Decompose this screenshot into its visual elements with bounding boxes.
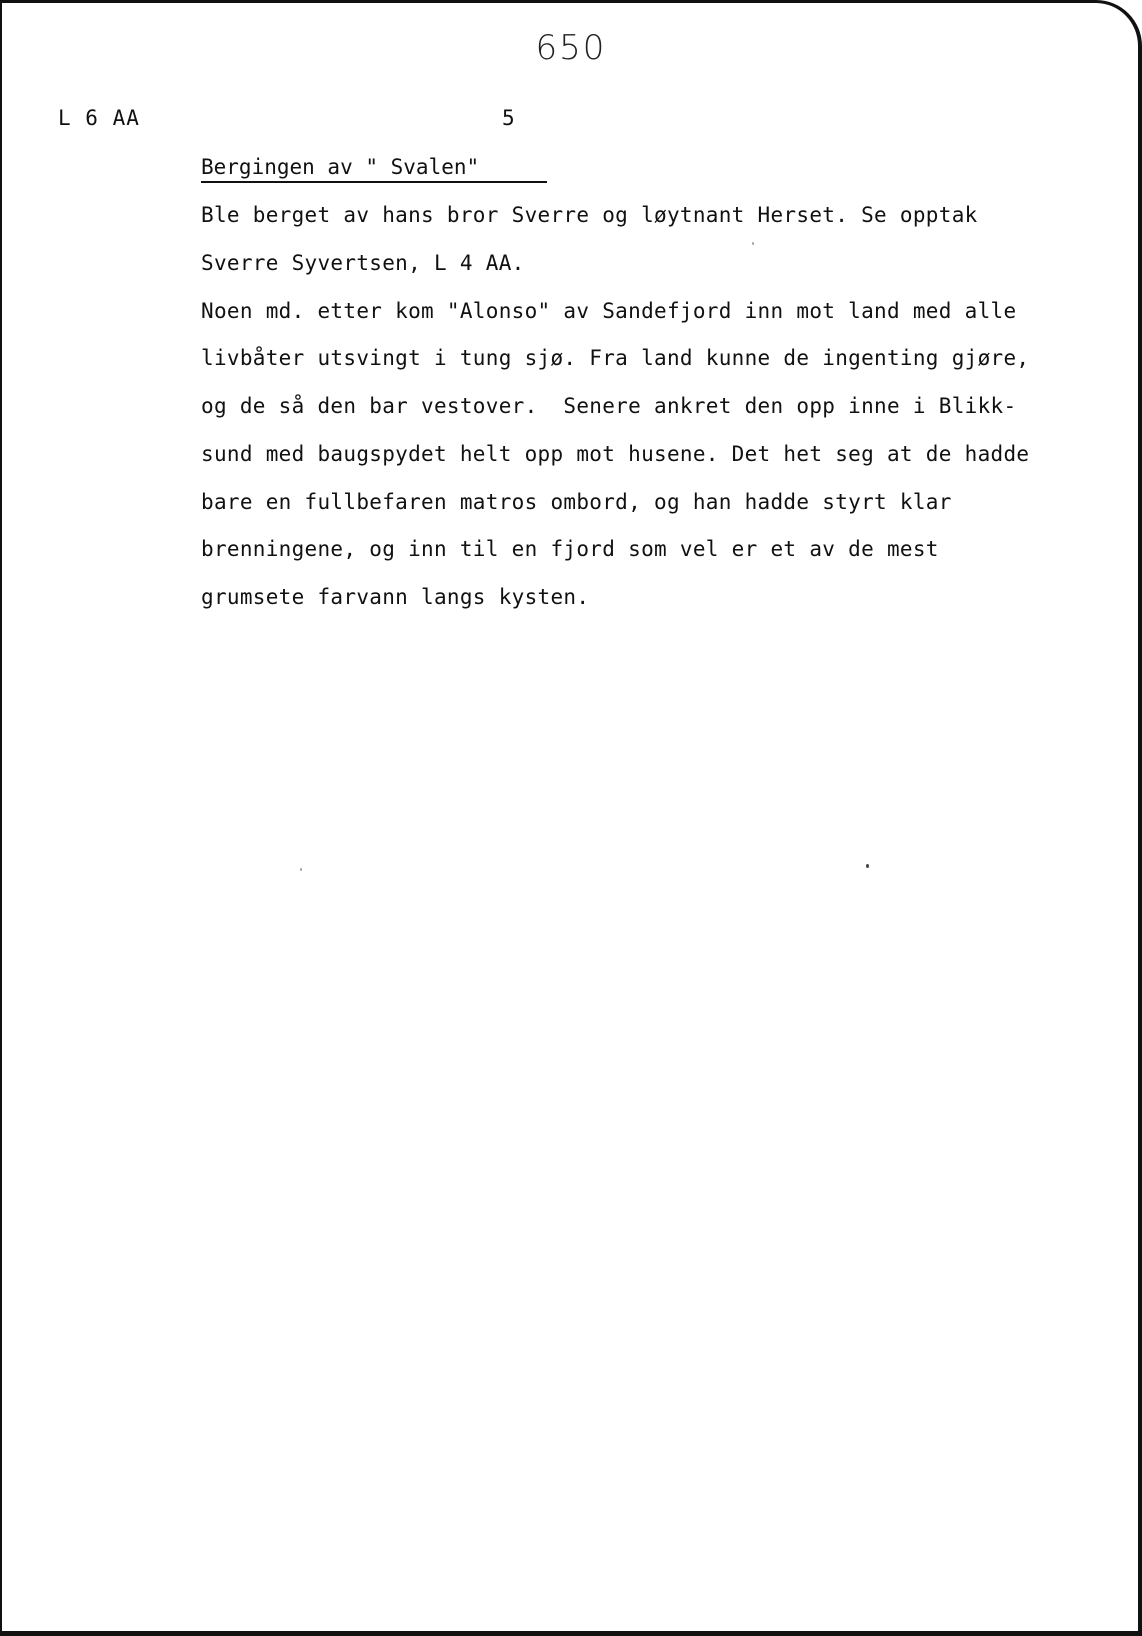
text-line: sund med baugspydet helt opp mot husene. Det het seg at de hadde — [201, 441, 1030, 466]
text-line: livbåter utsvingt i tung sjø. Fra land kunne de ingenting gjøre, — [201, 346, 1030, 371]
page-number: 5 — [502, 106, 515, 130]
text-line: grumsete farvann langs kysten. — [201, 585, 590, 609]
scan-speck — [866, 864, 869, 868]
text-line: og de så den bar vestover. Senere ankret den opp inne i Blikk- — [201, 394, 1017, 418]
section-heading: Bergingen av " Svalen" — [201, 153, 547, 183]
scan-speck — [752, 242, 754, 245]
scan-speck — [300, 868, 302, 871]
text-line: Noen md. etter kom "Alonso" av Sandefjord inn mot land med alle — [201, 298, 1017, 323]
text-line: Ble berget av hans bror Sverre og løytnant Herset. Se opptak — [201, 203, 978, 227]
text-line: Sverre Syvertsen, L 4 AA. — [201, 250, 525, 275]
text-line: brenningene, og inn til en fjord som vel er et av de mest — [201, 537, 939, 562]
text-line: bare en fullbefaren matros ombord, og han hadde styrt klar — [201, 489, 952, 514]
reference-code: L 6 AA — [58, 106, 140, 130]
body-text — [201, 200, 1029, 630]
handwritten-page-stamp: 650 — [535, 28, 607, 68]
